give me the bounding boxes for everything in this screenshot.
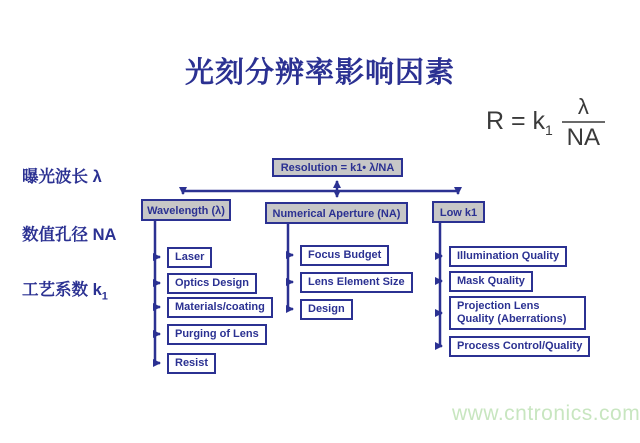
node-mask-quality: Mask Quality bbox=[449, 271, 533, 292]
watermark: www.cntronics.com bbox=[452, 402, 640, 425]
lambda-symbol: λ bbox=[562, 96, 605, 123]
node-numerical-aperture: Numerical Aperture (NA) bbox=[265, 202, 408, 224]
node-materials-coating: Materials/coating bbox=[167, 297, 273, 318]
node-process-control-quality: Process Control/Quality bbox=[449, 336, 590, 357]
formula-k-subscript: 1 bbox=[545, 122, 553, 138]
node-resolution-root: Resolution = k1• λ/NA bbox=[272, 158, 403, 177]
formula-denominator: NA bbox=[566, 124, 601, 151]
k1-subscript: 1 bbox=[101, 290, 108, 303]
node-illumination-quality: Illumination Quality bbox=[449, 246, 567, 267]
node-laser: Laser bbox=[167, 247, 212, 268]
node-focus-budget: Focus Budget bbox=[300, 245, 389, 266]
node-resist: Resist bbox=[167, 353, 216, 374]
node-optics-design: Optics Design bbox=[167, 273, 257, 294]
node-design: Design bbox=[300, 299, 353, 320]
side-label-exposure-wavelength: 曝光波长 λ bbox=[22, 168, 102, 186]
node-projection-lens-quality: Projection Lens Quality (Aberrations) bbox=[449, 296, 586, 330]
node-purging-of-lens: Purging of Lens bbox=[167, 324, 267, 345]
side-label-k1-text: 工艺系数 k bbox=[22, 281, 102, 299]
side-label-numerical-aperture: 数值孔径 NA bbox=[22, 226, 117, 244]
node-low-k1: Low k1 bbox=[432, 201, 485, 223]
formula-lhs-text: R = k bbox=[486, 107, 546, 135]
page-title: 光刻分辨率影响因素 bbox=[184, 57, 455, 89]
node-lens-element-size: Lens Element Size bbox=[300, 272, 413, 293]
node-wavelength: Wavelength (λ) bbox=[141, 199, 231, 221]
